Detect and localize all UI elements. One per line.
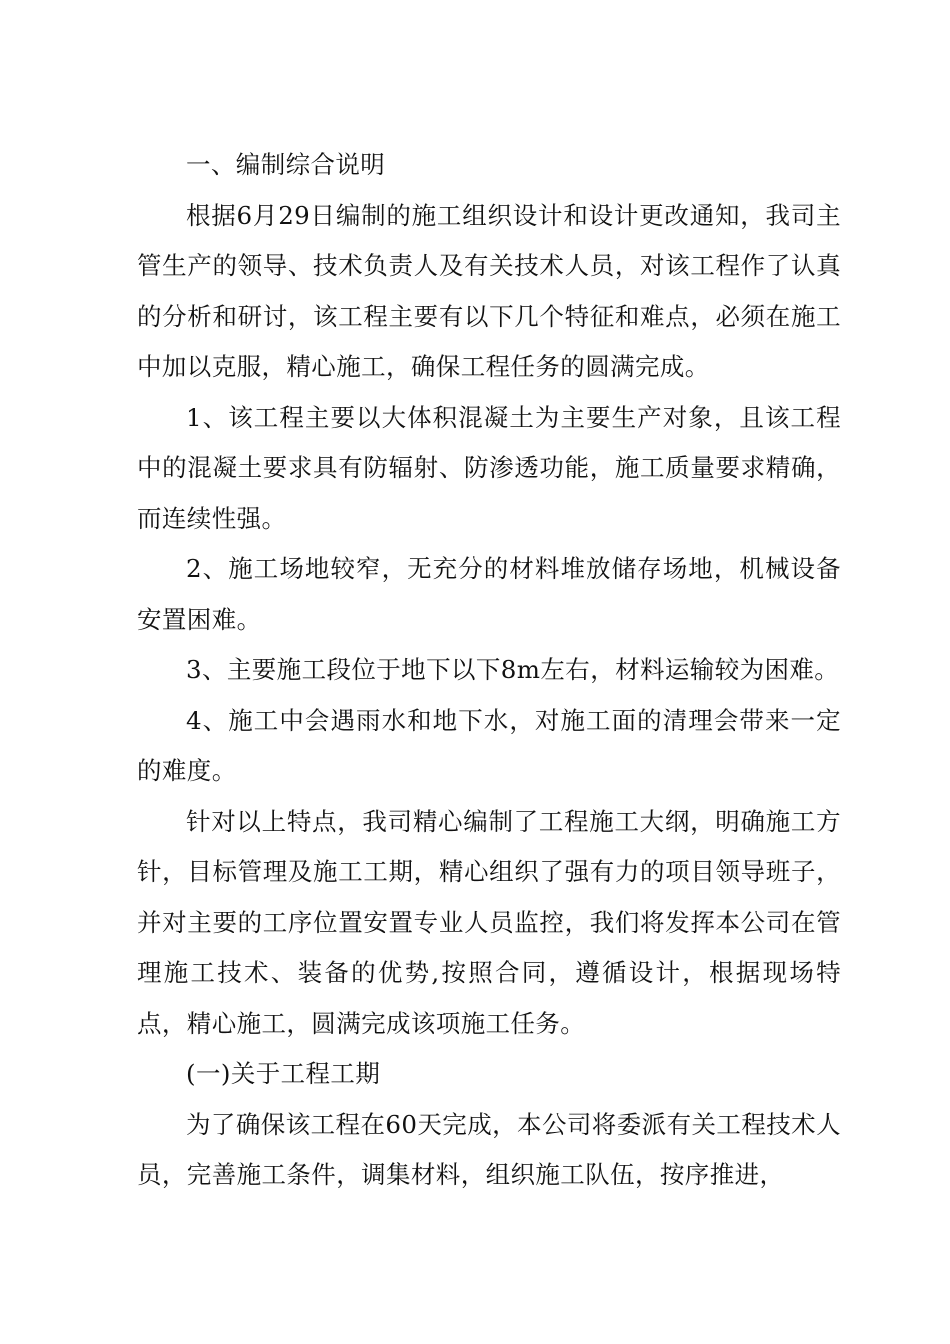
paragraph-item-3: 3、主要施工段位于地下以下8m左右，材料运输较为困难。: [186, 655, 840, 684]
paragraph-intro: 根据6月29日编制的施工组织设计和设计更改通知，我司主管生产的领导、技术负责人及有关技术人员，对该工程作了认真的分析和研讨，该工程主要有以下几个特征和难点，必须在施工中加以克服，精心施工，确保工程任务的圆满完成。: [137, 200, 841, 381]
paragraph-item-2: 2、施工场地较窄，无充分的材料堆放储存场地，机械设备安置困难。: [137, 554, 841, 634]
paragraph-summary: 针对以上特点，我司精心编制了工程施工大纲，明确施工方针，目标管理及施工工期，精心组织了强有力的项目领导班子，并对主要的工序位置安置专业人员监控，我们将发挥本公司在管理施工技术、装备的优势,按照合同，遵循设计，根据现场特点，精心施工，圆满完成该项施工任务。: [137, 806, 841, 1038]
paragraph-schedule: 为了确保该工程在60天完成，本公司将委派有关工程技术人员，完善施工条件，调集材料，组织施工队伍，按序推进，: [137, 1109, 841, 1189]
paragraph-item-1: 1、该工程主要以大体积混凝土为主要生产对象，且该工程中的混凝土要求具有防辐射、防渗透功能，施工质量要求精确，而连续性强。: [137, 402, 841, 533]
document-body: [137, 140, 841, 1201]
section-heading: 一、编制综合说明: [186, 150, 386, 179]
paragraph-item-4: 4、施工中会遇雨水和地下水，对施工面的清理会带来一定的难度。: [137, 705, 841, 785]
subsection-heading: (一)关于工程工期: [186, 1059, 381, 1088]
